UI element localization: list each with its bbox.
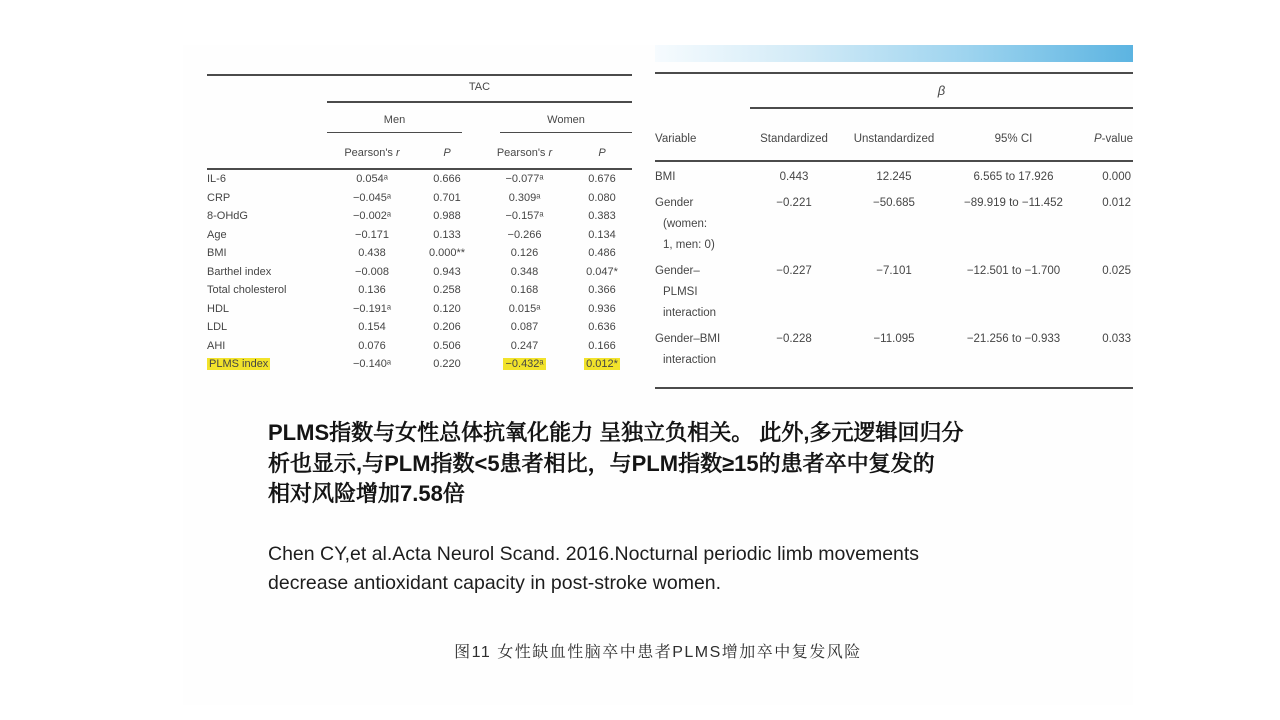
beta-group-header-cell (750, 73, 1133, 118)
cell-label (207, 337, 327, 356)
cell-men-r (327, 226, 417, 245)
cell-men-r (327, 189, 417, 208)
cell-women-r (477, 281, 572, 300)
cell-value: 0.015ᵃ (508, 302, 541, 315)
cell-value: 0.486 (588, 247, 616, 260)
cell-men-r (327, 337, 417, 356)
cell-value: 0.120 (433, 302, 461, 315)
label-line: BMI (655, 171, 676, 183)
cell-value: 12.245 (876, 171, 912, 183)
cell-value: −0.228 (776, 333, 812, 345)
cell-women-r (477, 169, 572, 189)
cell-men-r (327, 169, 417, 189)
cell-label (207, 226, 327, 245)
cell-value: −11.095 (873, 333, 915, 345)
cell-value: 0.701 (433, 191, 461, 204)
label-line: Gender (655, 197, 694, 209)
cell-value: −0.221 (776, 197, 812, 209)
cell-ci (950, 324, 1077, 388)
cell-men-p (417, 169, 477, 189)
cell-women-p (572, 244, 632, 263)
ci-header: 95% CI (950, 118, 1077, 161)
blank-cell (207, 75, 327, 108)
table-row (207, 355, 632, 374)
p-value-header: P-value (1077, 118, 1133, 161)
cell-label (207, 207, 327, 226)
cell-ci (950, 161, 1077, 188)
cell-value: 0.438 (358, 247, 386, 260)
table-row (207, 189, 632, 208)
cell-label (207, 300, 327, 319)
cell-label (207, 281, 327, 300)
cell-value: 0.136 (358, 284, 386, 297)
cell-men-p (417, 263, 477, 282)
cell-women-r (477, 355, 572, 374)
cell-women-p (572, 207, 632, 226)
cell-value: −0.077ᵃ (505, 173, 544, 186)
cell-value: 0.126 (510, 247, 539, 260)
tac-subheader-row (207, 138, 632, 169)
cell-value: −0.002ᵃ (352, 210, 392, 223)
cell-men-r (327, 300, 417, 319)
cell-unstandardized (838, 324, 950, 388)
citation-line: decrease antioxidant capacity in post-stroke women. (268, 572, 722, 594)
cell-label (207, 355, 327, 374)
cell-women-p (572, 226, 632, 245)
tac-group-header-cell (327, 75, 632, 108)
cell-men-r (327, 355, 417, 374)
cell-men-p (417, 281, 477, 300)
figure-caption: 图11 女性缺血性脑卒中患者PLMS增加卒中复发风险 (454, 644, 862, 661)
cell-standardized (750, 188, 838, 256)
cell-value: 0.258 (433, 284, 461, 297)
beta-regression-table (655, 72, 1133, 389)
cell-p (1077, 256, 1133, 324)
cell-value: 0.443 (779, 171, 809, 183)
citation-text (268, 540, 1098, 598)
cell-value: 0.000** (428, 247, 466, 260)
table-row (655, 256, 1133, 324)
cell-value: 0.666 (433, 173, 461, 186)
blank-cell (655, 73, 750, 118)
cell-value: 6.565 to 17.926 (973, 171, 1054, 183)
cell-value: HDL (207, 302, 230, 315)
cell-men-p (417, 189, 477, 208)
cell-label (207, 244, 327, 263)
tac-group-label: TAC (468, 81, 491, 93)
cell-women-p (572, 318, 632, 337)
cell-value: 0.366 (588, 284, 616, 297)
cell-label-lines (655, 256, 750, 324)
cell-value: 0.636 (588, 321, 616, 334)
cell-women-r (477, 207, 572, 226)
cell-unstandardized (838, 188, 950, 256)
cell-value: LDL (207, 321, 228, 334)
cell-value: 0.133 (433, 228, 461, 241)
cell-women-p (572, 355, 632, 374)
cell-value: −0.432ᵃ (505, 358, 544, 371)
tac-correlation-table (207, 74, 632, 374)
table-row (207, 207, 632, 226)
cell-men-p (417, 318, 477, 337)
cell-label (207, 318, 327, 337)
cell-value: −0.227 (776, 265, 812, 277)
cell-women-r (477, 337, 572, 356)
cell-value: −0.191ᵃ (352, 302, 392, 315)
cell-men-r (327, 263, 417, 282)
cell-label-lines (655, 324, 750, 388)
cell-value: 0.206 (433, 321, 461, 334)
cell-men-p (417, 226, 477, 245)
label-line: (women: (663, 218, 708, 230)
summary-line: 相对风险增加7.58倍 (268, 481, 465, 506)
cell-men-r (327, 244, 417, 263)
table-row (207, 263, 632, 282)
women-group-cell (477, 108, 632, 138)
unstandardized-header: Unstandardized (838, 118, 950, 161)
cell-value: PLMS index (209, 358, 269, 371)
beta-group-row (655, 73, 1133, 118)
table-row (655, 161, 1133, 188)
cell-standardized (750, 161, 838, 188)
cell-value: 0.383 (588, 210, 616, 223)
cell-value: 0.033 (1102, 333, 1131, 345)
cell-value: Age (207, 228, 227, 241)
cell-ci (950, 188, 1077, 256)
table-row (207, 318, 632, 337)
cell-value: 0.168 (510, 284, 539, 297)
beta-table-body (655, 161, 1133, 388)
cell-value: 0.025 (1102, 265, 1131, 277)
cell-value: −7.101 (876, 265, 912, 277)
beta-symbol: β (937, 83, 946, 98)
cell-value: 0.936 (588, 302, 616, 315)
accent-strip (655, 45, 1133, 62)
cell-men-p (417, 355, 477, 374)
cell-value: 0.154 (358, 321, 386, 334)
cell-p (1077, 188, 1133, 256)
label-line: Gender– (655, 265, 700, 277)
cell-women-r (477, 318, 572, 337)
women-label: Women (547, 113, 585, 126)
cell-men-p (417, 207, 477, 226)
cell-value: 0.012 (1102, 197, 1131, 209)
cell-value: 0.080 (588, 191, 616, 204)
cell-label (207, 189, 327, 208)
cell-value: 0.000 (1102, 171, 1131, 183)
cell-value: Total cholesterol (207, 284, 287, 297)
cell-value: −89.919 to −11.452 (964, 197, 1063, 209)
sex-group-row (207, 108, 632, 138)
men-pearsons-header: Pearson's r (327, 138, 417, 169)
cell-value: 0.087 (510, 321, 539, 334)
table-row (207, 226, 632, 245)
cell-women-p (572, 169, 632, 189)
cell-men-r (327, 318, 417, 337)
cell-value: IL-6 (207, 173, 226, 186)
cell-value: −0.140ᵃ (352, 358, 392, 371)
cell-value: 0.047* (586, 265, 618, 278)
variable-header: Variable (655, 118, 750, 161)
cell-value: 0.012* (586, 358, 618, 371)
cell-women-r (477, 263, 572, 282)
cell-value: −0.157ᵃ (505, 210, 544, 223)
label-line: PLMSI (663, 286, 698, 298)
cell-value: 0.247 (510, 339, 539, 352)
blank-cell (207, 108, 327, 138)
cell-unstandardized (838, 161, 950, 188)
cell-value: 8-OHdG (207, 210, 248, 223)
r-symbol: r (548, 147, 553, 159)
cell-value: 0.054ᵃ (356, 173, 388, 186)
label-line: Gender–BMI (655, 333, 721, 345)
cell-men-p (417, 244, 477, 263)
cell-ci (950, 256, 1077, 324)
cell-value: BMI (207, 247, 227, 260)
slide (183, 45, 1133, 705)
table-row (207, 281, 632, 300)
cell-unstandardized (838, 256, 950, 324)
men-label: Men (383, 113, 406, 126)
tac-group-row (207, 75, 632, 108)
cell-label (207, 169, 327, 189)
cell-value: 0.943 (433, 265, 461, 278)
cell-men-r (327, 207, 417, 226)
cell-women-p (572, 189, 632, 208)
cell-women-p (572, 263, 632, 282)
cell-value: −0.008 (355, 265, 389, 278)
men-p-header: P (417, 138, 477, 169)
label-line: 1, men: 0) (663, 239, 715, 251)
cell-value: CRP (207, 191, 231, 204)
women-pearsons-header: Pearson's r (477, 138, 572, 169)
table-row (655, 324, 1133, 388)
cell-men-p (417, 337, 477, 356)
men-group-cell (327, 108, 477, 138)
cell-value: 0.506 (433, 339, 461, 352)
cell-value: AHI (207, 339, 226, 352)
cell-value: 0.166 (588, 339, 616, 352)
summary-text (268, 418, 1068, 510)
cell-women-p (572, 281, 632, 300)
blank-cell (207, 138, 327, 169)
cell-men-r (327, 281, 417, 300)
cell-p (1077, 324, 1133, 388)
cell-value: −0.266 (507, 228, 542, 241)
cell-value: 0.076 (358, 339, 386, 352)
cell-value: 0.309ᵃ (508, 191, 541, 204)
cell-value: 0.676 (588, 173, 616, 186)
cell-label-lines (655, 188, 750, 256)
table-row (207, 300, 632, 319)
cell-value: Barthel index (207, 265, 272, 278)
cell-women-r (477, 189, 572, 208)
cell-p (1077, 161, 1133, 188)
cell-standardized (750, 324, 838, 388)
cell-men-p (417, 300, 477, 319)
cell-women-p (572, 337, 632, 356)
cell-value: −50.685 (873, 197, 915, 209)
summary-line: PLMS指数与女性总体抗氧化能力 呈独立负相关。 此外,多元逻辑回归分 (268, 420, 964, 445)
cell-value: −0.171 (355, 228, 389, 241)
label-line: interaction (663, 307, 717, 319)
cell-women-r (477, 226, 572, 245)
label-line: interaction (663, 354, 717, 366)
cell-value: −12.501 to −1.700 (966, 265, 1061, 277)
cell-value: 0.220 (433, 358, 461, 371)
table-row (207, 244, 632, 263)
summary-line: 析也显示,与PLM指数<5患者相比，与PLM指数≥15的患者卒中复发的 (268, 450, 935, 476)
cell-standardized (750, 256, 838, 324)
beta-subheader-row (655, 118, 1133, 161)
cell-women-r (477, 300, 572, 319)
citation-line: Chen CY,et al.Acta Neurol Scand. 2016.Nocturnal periodic limb movements (268, 543, 920, 565)
cell-label-lines (655, 161, 750, 188)
table-row (207, 169, 632, 189)
table-row (655, 188, 1133, 256)
cell-label (207, 263, 327, 282)
cell-women-r (477, 244, 572, 263)
standardized-header: Standardized (750, 118, 838, 161)
table-row (207, 337, 632, 356)
r-symbol: r (395, 147, 400, 159)
cell-value: −21.256 to −0.933 (966, 333, 1061, 345)
cell-value: 0.988 (433, 210, 461, 223)
cell-value: −0.045ᵃ (352, 191, 392, 204)
cell-women-p (572, 300, 632, 319)
women-p-header: P (572, 138, 632, 169)
cell-value: 0.348 (510, 265, 539, 278)
tac-table-body (207, 169, 632, 374)
cell-value: 0.134 (588, 228, 616, 241)
